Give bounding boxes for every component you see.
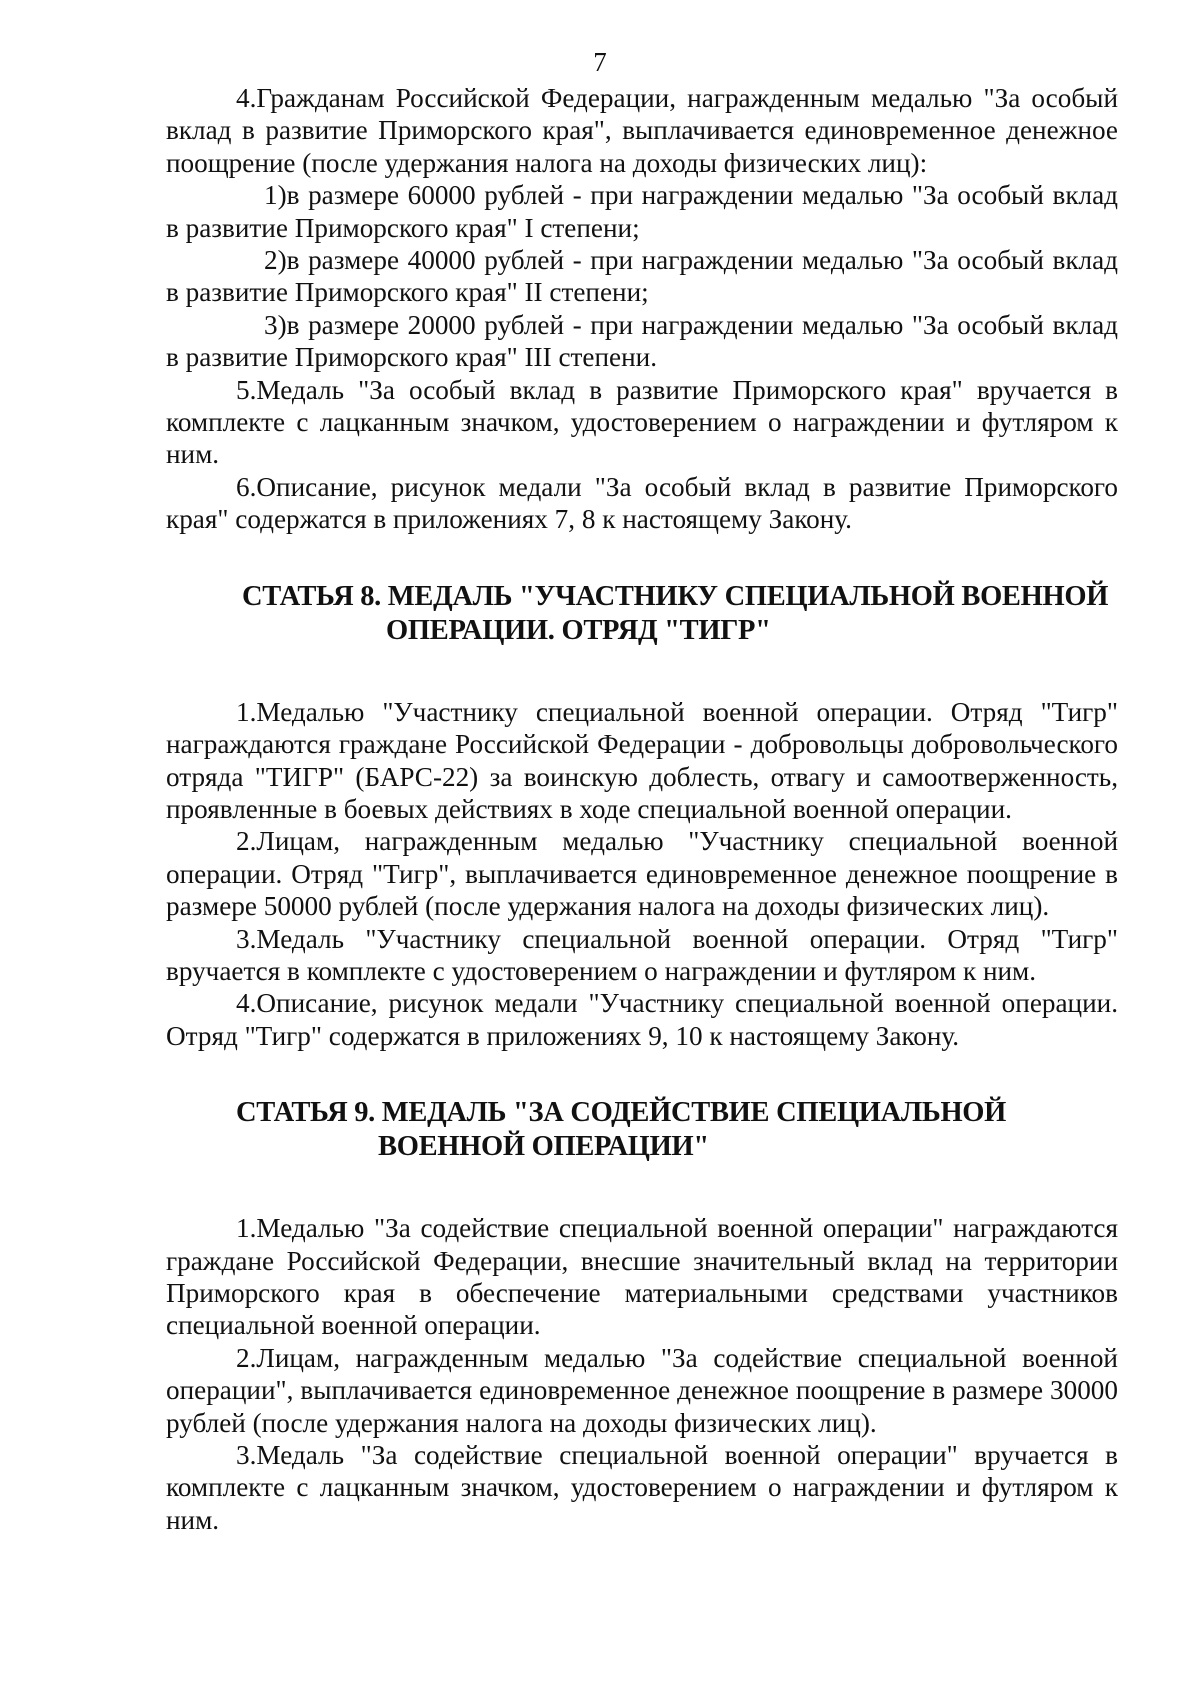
article-9-heading-line-2: ВОЕННОЙ ОПЕРАЦИИ" <box>378 1131 709 1163</box>
article-9-paragraph-2: 2.Лицам, награжденным медалью "За содействие специальной военной операции", выплачивается единовременное денежное поощрение в размере 30000 рублей (после удержания налога на доходы физических лиц). <box>166 1342 1118 1438</box>
article-7-continuation <box>166 82 1118 536</box>
article-8-paragraph-3: 3.Медаль "Участнику специальной военной операции. Отряд "Тигр" вручается в комплекте с удостоверением о награждении и футляром к ним. <box>166 923 1118 986</box>
article-8-heading <box>166 580 1118 648</box>
article-9-heading-line-1: СТАТЬЯ 9. МЕДАЛЬ "ЗА СОДЕЙСТВИЕ СПЕЦИАЛЬНОЙ <box>236 1097 1007 1129</box>
page-number: 7 <box>593 47 607 77</box>
article-8-heading-line-1: СТАТЬЯ 8. МЕДАЛЬ "УЧАСТНИКУ СПЕЦИАЛЬНОЙ ВОЕННОЙ <box>242 580 1109 612</box>
article-8-body <box>166 696 1118 1052</box>
article-9-paragraph-3: 3.Медаль "За содействие специальной военной операции" вручается в комплекте с лацканным значком, удостоверением о награждении и футляром к ним. <box>166 1440 1118 1535</box>
article-7-item-3: 3)в размере 20000 рублей - при награждении медалью "За особый вклад в развитие Приморского края" III степени. <box>166 309 1118 373</box>
article-9-body <box>166 1212 1118 1536</box>
article-7-paragraph-5: 5.Медаль "За особый вклад в развитие Приморского края" вручается в комплекте с лацканным значком, удостоверением о награждении и футляром к ним. <box>166 374 1118 470</box>
article-8-paragraph-2: 2.Лицам, награжденным медалью "Участнику специальной военной операции. Отряд "Тигр", выплачивается единовременное денежное поощрение в размере 50000 рублей (после удержания налога на доходы физических лиц). <box>166 826 1118 922</box>
document-body <box>166 82 1118 1536</box>
article-7-item-2: 2)в размере 40000 рублей - при награждении медалью "За особый вклад в развитие Приморского края" II степени; <box>166 245 1118 308</box>
article-7-item-1: 1)в размере 60000 рублей - при награждении медалью "За особый вклад в развитие Приморского края" I степени; <box>166 180 1118 243</box>
article-9-heading <box>166 1096 1118 1164</box>
article-7-paragraph-6: 6.Описание, рисунок медали "За особый вклад в развитие Приморского края" содержатся в приложениях 7, 8 к настоящему Закону. <box>166 471 1118 535</box>
article-8-heading-line-2: ОПЕРАЦИИ. ОТРЯД "ТИГР" <box>386 614 771 646</box>
article-7-paragraph-4: 4.Гражданам Российской Федерации, награжденным медалью "За особый вклад в развитие Приморского края", выплачивается единовременное денежное поощрение (после удержания налога на доходы физических лиц): <box>166 83 1118 178</box>
article-8-paragraph-1: 1.Медалью "Участнику специальной военной операции. Отряд "Тигр" награждаются граждане Российской Федерации - добровольцы добровольческого отряда "ТИГР" (БАРС-22) за воинскую доблесть, отвагу и самоотверженность, проявленные в боевых действиях в ходе специальной военной операции. <box>166 696 1118 824</box>
article-9-paragraph-1: 1.Медалью "За содействие специальной военной операции" награждаются граждане Российской Федерации, внесшие значительный вклад на территории Приморского края в обеспечение материальными средствами участников специальной военной операции. <box>166 1213 1118 1341</box>
article-8-paragraph-4: 4.Описание, рисунок медали "Участнику специальной военной операции. Отряд "Тигр" содержатся в приложениях 9, 10 к настоящему Закону. <box>166 988 1118 1051</box>
